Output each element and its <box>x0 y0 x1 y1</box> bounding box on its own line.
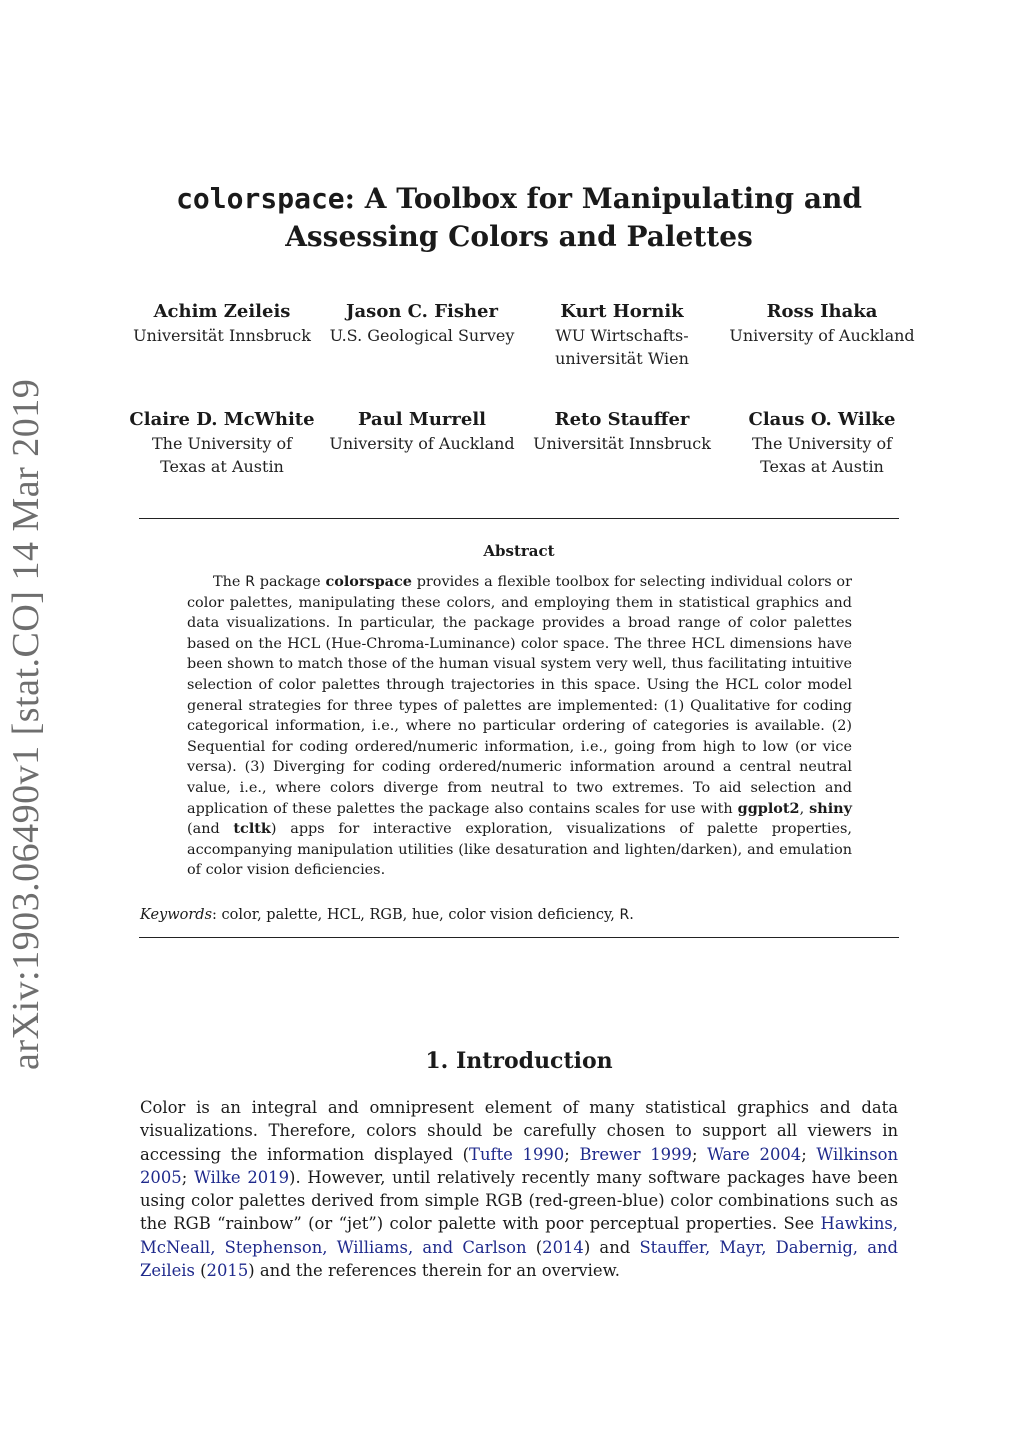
arxiv-identifier-stamp: arXiv:1903.06490v1 [stat.CO] 14 Mar 2019 <box>5 378 47 1070</box>
citation-link[interactable]: Wilke 2019 <box>193 1167 290 1187</box>
citation-link[interactable]: Brewer 1999 <box>579 1144 692 1164</box>
author-block <box>122 408 322 478</box>
intro-segment: ) and the references therein for an overview. <box>248 1261 620 1281</box>
abstract-text <box>187 572 852 881</box>
author-name: Claire D. McWhite <box>129 409 315 430</box>
author-affiliation: Universität Innsbruck <box>533 434 711 453</box>
author-block <box>122 300 322 370</box>
author-affiliation: WU Wirtschafts- <box>555 326 689 345</box>
author-name: Jason C. Fisher <box>346 301 498 322</box>
abstract-segment: The <box>213 574 246 590</box>
author-name: Paul Murrell <box>357 409 486 430</box>
intro-segment: ). However, until relatively recently many software packages have been using color palettes derived from simple RGB (red-green-blue) color combinations such as the RGB “rainbow” (or “jet”) color palette with poor perceptual properties. See <box>140 1167 899 1234</box>
citation-link[interactable]: Ware 2004 <box>707 1144 802 1164</box>
abstract-heading: Abstract <box>483 542 555 560</box>
package-name-colorspace: colorspace <box>325 573 412 590</box>
intro-segment: ; <box>564 1144 580 1164</box>
author-block <box>322 408 522 478</box>
author-block <box>322 300 522 370</box>
title-package-name: colorspace <box>176 182 345 215</box>
abstract-segment: ) apps for interactive exploration, visualizations of palette properties, accompanying manipulation utilities (like desaturation and lighten/darken), and emulation of color vision deficiencies. <box>187 821 853 879</box>
intro-segment: ; <box>801 1144 817 1164</box>
citation-link[interactable]: Tufte 1990 <box>469 1144 565 1164</box>
intro-segment: Color is an integral and omnipresent element of many statistical graphics and data visualizations. Therefore, colors should be carefully chosen to support all viewers in accessing the information displayed ( <box>140 1098 898 1164</box>
abstract-segment: package <box>254 574 326 590</box>
citation-link[interactable]: 2015 <box>206 1261 249 1281</box>
author-block <box>722 300 922 370</box>
author-name: Ross Ihaka <box>766 301 878 322</box>
package-name-tcltk: tcltk <box>233 820 271 838</box>
paper-title <box>140 180 898 256</box>
title-line-1: : A Toolbox for Manipulating and <box>344 182 862 215</box>
author-row-1 <box>122 300 922 370</box>
author-row-2 <box>122 408 922 478</box>
author-block <box>522 408 722 478</box>
citation-link[interactable]: Stauffer, Mayr, Dabernig, and Zeileis <box>140 1237 899 1281</box>
author-affiliation-line-2: Texas at Austin <box>760 457 884 476</box>
keywords-text: : color, palette, HCL, RGB, hue, color vision deficiency, <box>212 907 620 923</box>
author-name: Reto Stauffer <box>554 409 690 430</box>
r-language-name: R <box>245 574 255 590</box>
citation-link[interactable]: Wilkinson 2005 <box>140 1144 899 1187</box>
citation-link[interactable]: Hawkins, McNeall, Stephenson, Williams, and Carlson <box>140 1214 898 1257</box>
author-affiliation-line-2: Texas at Austin <box>160 457 284 476</box>
abstract-top-rule <box>139 518 899 519</box>
author-affiliation: The University of <box>751 434 893 453</box>
author-block <box>522 300 722 370</box>
keywords-label: Keywords <box>140 907 213 923</box>
package-name-shiny: shiny <box>809 799 852 817</box>
author-affiliation: University of Auckland <box>329 434 515 453</box>
intro-segment: ( <box>194 1261 207 1281</box>
title-line-2: Assessing Colors and Palettes <box>285 220 753 253</box>
author-block <box>722 408 922 478</box>
author-name: Kurt Hornik <box>560 301 684 322</box>
introduction-paragraph <box>140 1096 898 1282</box>
author-affiliation: The University of <box>151 434 293 453</box>
citation-link[interactable]: 2014 <box>542 1237 584 1257</box>
author-affiliation: Universität Innsbruck <box>133 326 311 345</box>
intro-segment: ) and <box>583 1237 640 1257</box>
abstract-segment: provides a flexible toolbox for selecting individual colors or color palettes, manipulating these colors, and employing them in statistical graphics and data visualizations. In particular, the package provides a broad range of color palettes based on the HCL (Hue-Chroma-Luminance) color space. The three HCL dimensions have been shown to match those of the human visual system very well, thus facilitating intuitive selection of color palettes through trajectories in this space. Using the HCL color model general strategies for three types of palettes are implemented: (1) Qualitative for coding categorical information, i.e., where no particular ordering of categories is available. (2) Sequential for coding ordered/numeric information, i.e., going from high to low (or vice versa). (3) Diverging for coding ordered/numeric information around a central neutral value, i.e., where colors diverge from neutral to two extremes. To aid selection and application of these palettes the package also contains scales for use with <box>187 574 852 817</box>
intro-segment: ( <box>526 1237 543 1257</box>
author-name: Claus O. Wilke <box>748 409 896 430</box>
keywords-end: . <box>629 907 634 923</box>
author-affiliation: U.S. Geological Survey <box>329 326 515 345</box>
keyword-r: R <box>619 907 630 923</box>
section-heading-introduction: 1. Introduction <box>425 1048 613 1074</box>
author-name: Achim Zeileis <box>153 301 291 322</box>
package-name-ggplot2: ggplot2 <box>737 799 800 817</box>
abstract-bottom-rule <box>139 937 899 938</box>
abstract-segment: , <box>799 800 810 817</box>
abstract-segment: (and <box>187 821 234 838</box>
keywords-line <box>140 905 898 925</box>
author-affiliation-line-2: universität Wien <box>555 349 689 368</box>
intro-segment: ; <box>181 1167 194 1187</box>
intro-segment: ; <box>691 1144 708 1164</box>
author-affiliation: University of Auckland <box>729 326 915 345</box>
